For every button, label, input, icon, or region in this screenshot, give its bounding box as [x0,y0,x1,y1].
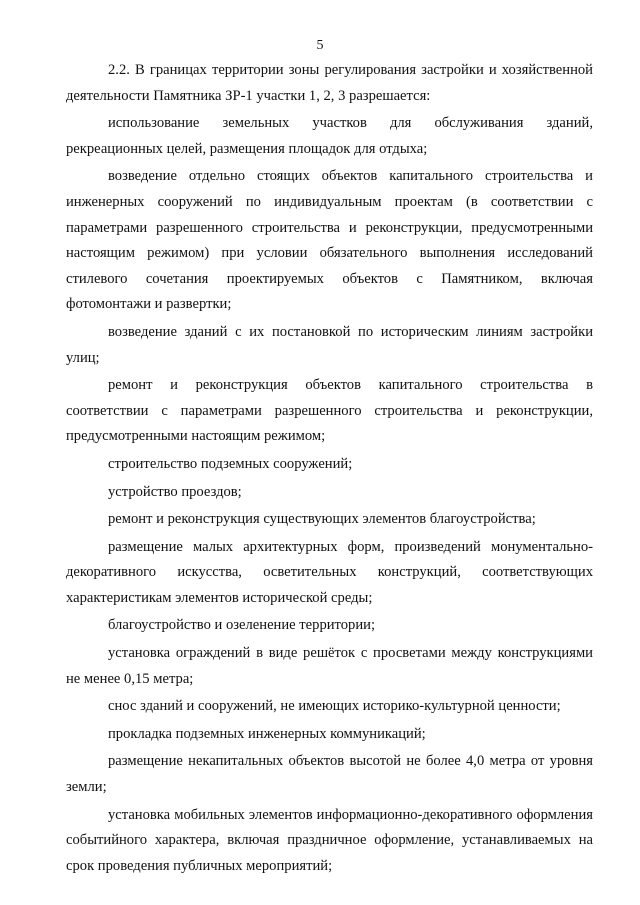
list-item-paragraph: установка ограждений в виде решёток с просветами между конструкциями не менее 0,15 метра; [66,645,593,687]
list-item-paragraph: прокладка подземных инженерных коммуникаций; [108,725,426,742]
list-item-paragraph: использование земельных участков для обслуживания зданий, рекреационных целей, размещения площадок для отдыха; [66,115,593,157]
list-item-paragraph: возведение зданий с их постановкой по историческим линиям застройки улиц; [66,323,593,366]
list-item-paragraph: установка мобильных элементов информационно-декоративного оформления событийного характера, включая праздничное оформление, устанавливаемых на срок проведения публичных мероприятий; [66,806,593,874]
list-item-paragraph: ремонт и реконструкция объектов капитального строительства в соответствии с параметрами разрешенного строительства и реконструкции, предусмотренными настоящим режимом; [66,377,593,445]
document-body [66,58,593,881]
list-item-paragraph: снос зданий и сооружений, не имеющих историко-культурной ценности; [108,698,561,715]
list-item-paragraph: строительство подземных сооружений; [108,455,353,472]
list-item-paragraph: размещение малых архитектурных форм, произведений монументально-декоративного искусства, осветительных конструкций, соответствующих характеристикам элементов исторической среды; [66,538,593,606]
page-number: 5 [316,38,324,53]
list-item-paragraph: возведение отдельно стоящих объектов капитального строительства и инженерных сооружений по индивидуальным проектам (в соответствии с параметрами разрешенного строительства и реконструкции, предусмотренными настоящим режимом) при условии обязательного выполнения исследований стилевого сочетания проектируемых объектов с Памятником, включая фотомонтажи и развертки; [66,168,593,313]
list-item-paragraph: ремонт и реконструкция существующих элементов благоустройства; [108,511,536,528]
list-item-paragraph: устройство проездов; [108,483,242,500]
section-heading-paragraph: 2.2. В границах территории зоны регулирования застройки и хозяйственной деятельности Памятника ЗР-1 участки 1, 2, 3 разрешается: [66,62,593,104]
list-item-paragraph: благоустройство и озеленение территории; [108,617,376,634]
list-item-paragraph: размещение некапитальных объектов высотой не более 4,0 метра от уровня земли; [66,753,593,796]
